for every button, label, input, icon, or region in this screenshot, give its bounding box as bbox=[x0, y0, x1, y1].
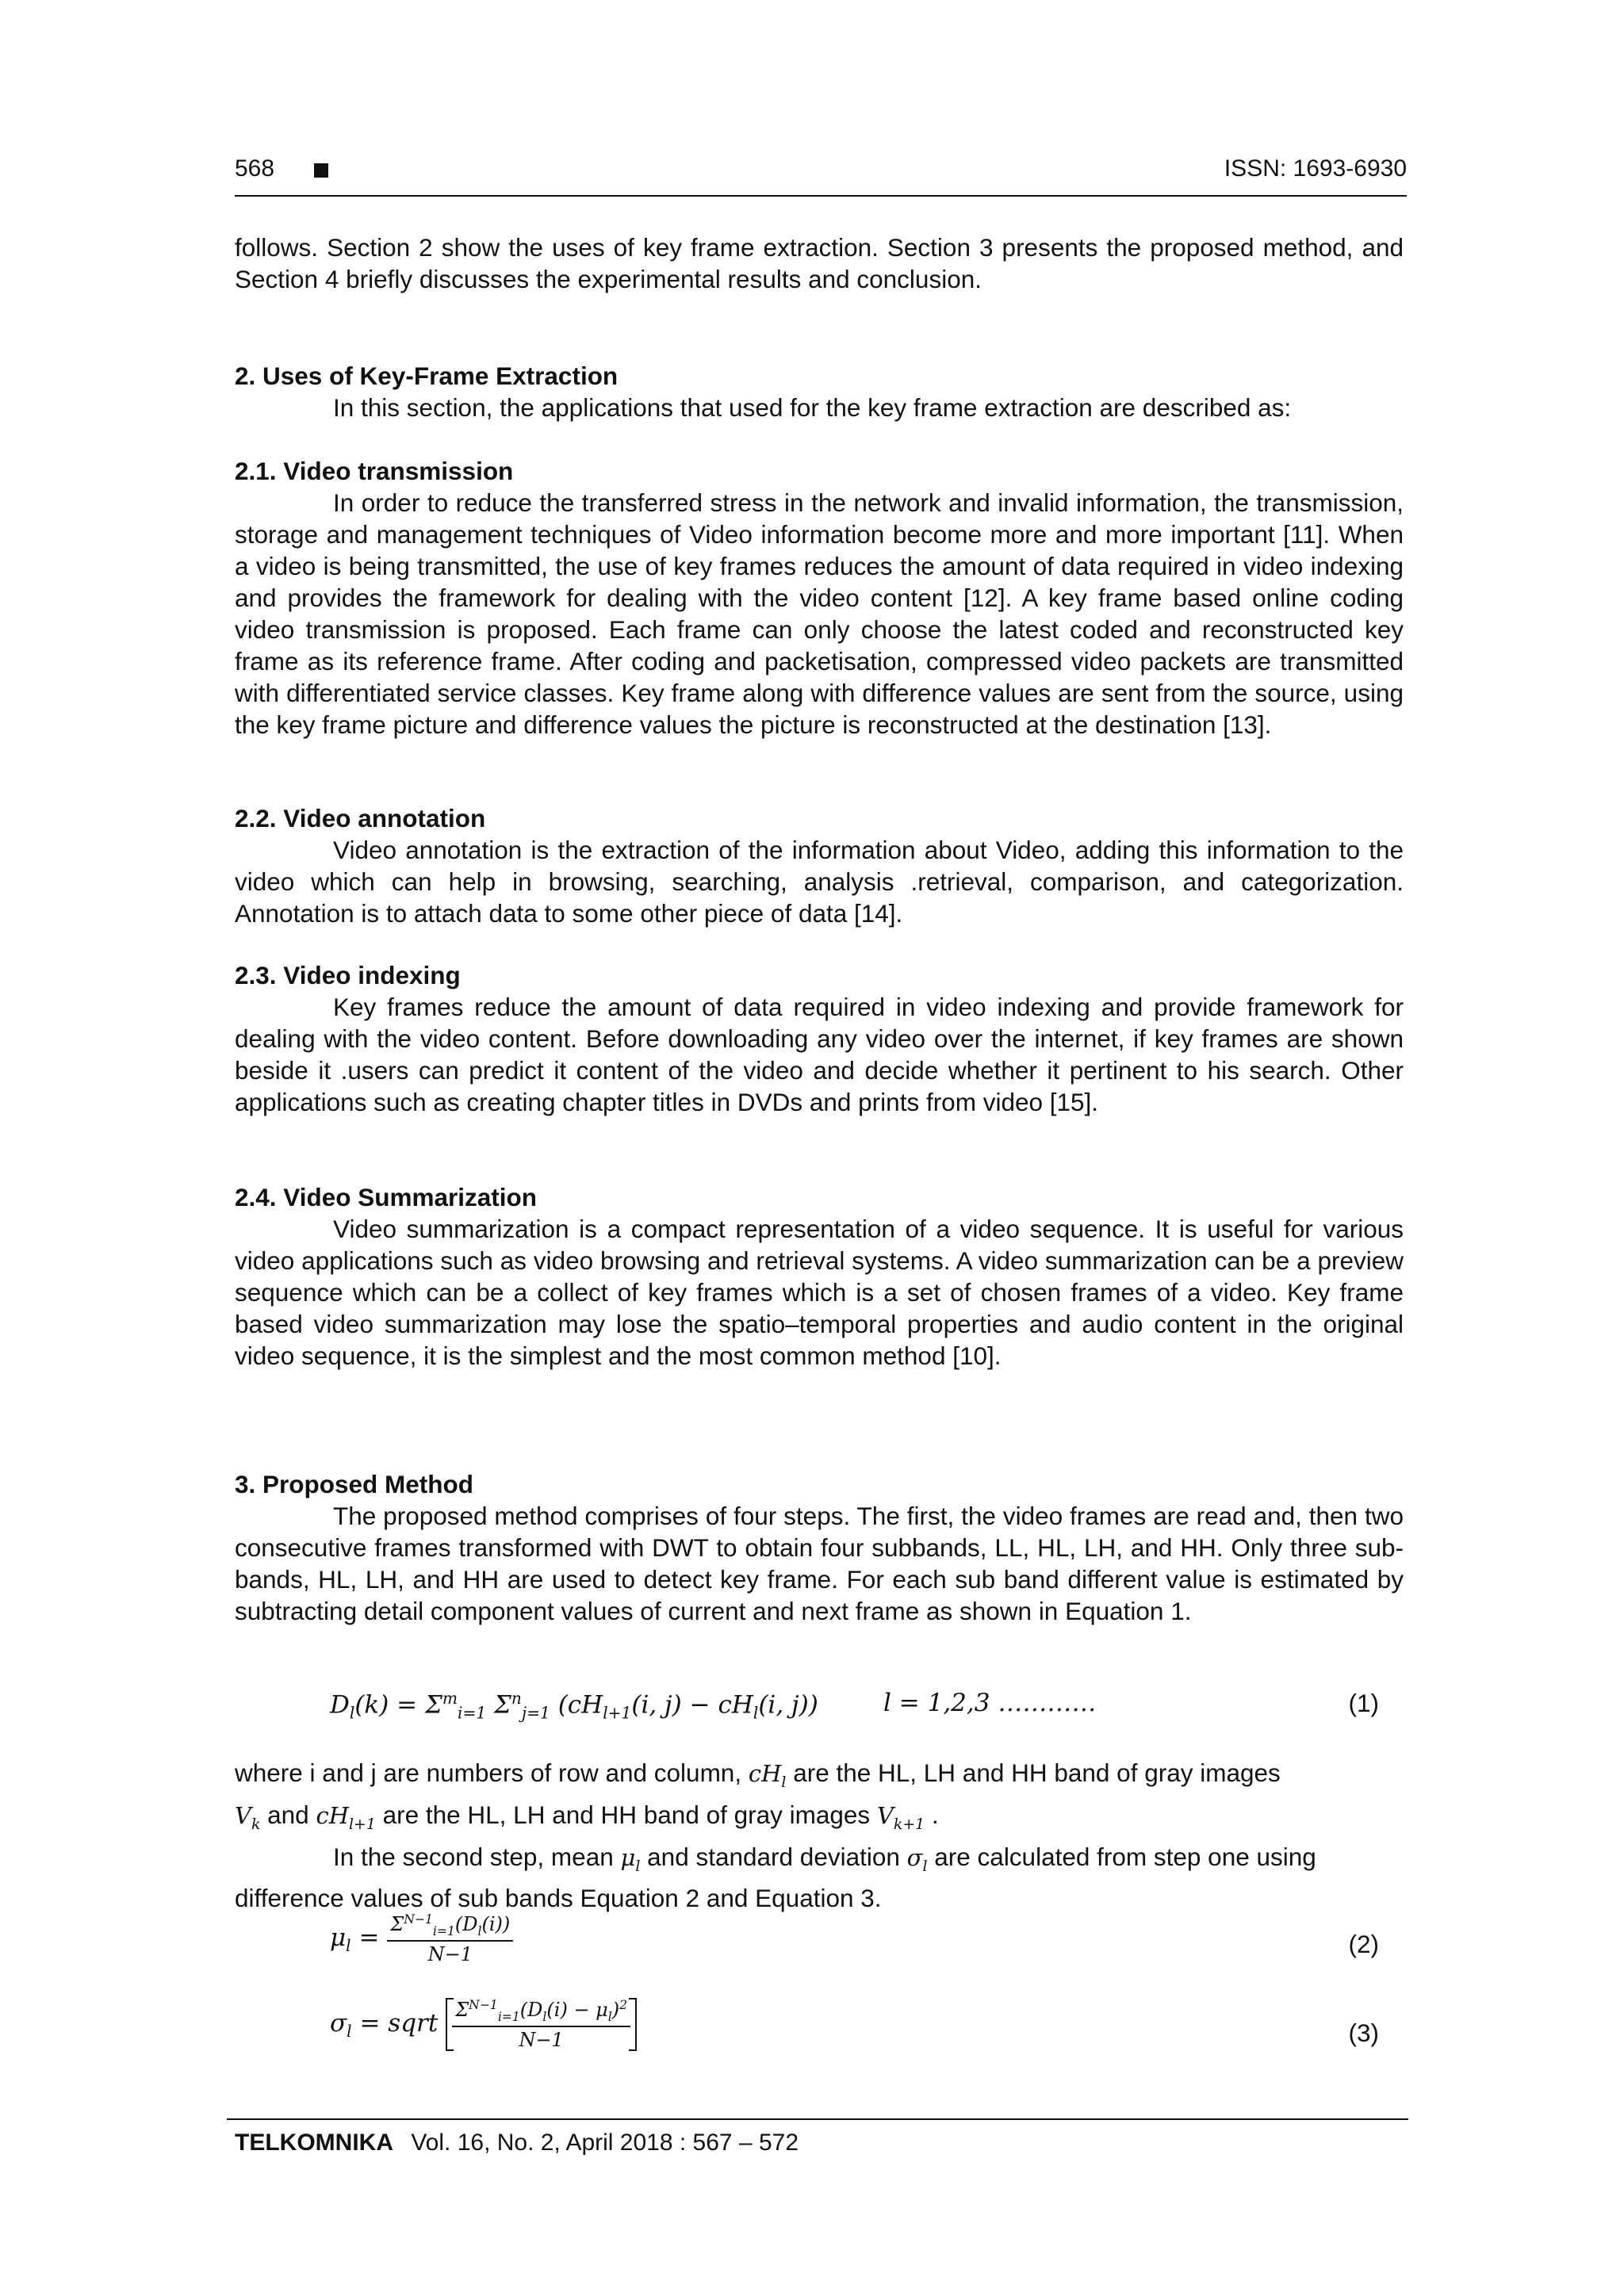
subsection-2-1 bbox=[235, 455, 1404, 740]
section-3-paragraph: The proposed method comprises of four steps. The first, the video frames are read and, then two consecutive frames transformed with DWT to obtain four subbands, LL, HL, LH, and HH. Only three sub-bands, HL, LH, and HH are used to detect key frame. For each sub band different value is estimated by subtracting detail component values of current and next frame as shown in Equation 1. bbox=[235, 1502, 1404, 1625]
intro-paragraph: follows. Section 2 show the uses of key frame extraction. Section 3 presents the proposed method, and Section 4 briefly discusses the experimental results and conclusion. bbox=[235, 233, 1404, 293]
symbol-mu: $\mu_l$ bbox=[620, 1843, 641, 1875]
symbol-cHl1: $cH_{l+1}$ bbox=[316, 1801, 376, 1833]
equation-1-formula: $D_l(k) = \Sigma^m_{i=1}$ $\Sigma^n_{j=1}$ ($cH_{l+1}(i$, $j) - cH_l(i$, j)) bbox=[330, 1689, 818, 1723]
symbol-cHl: $cH_l$ bbox=[748, 1760, 787, 1791]
symbol-Vk: $V_k$ bbox=[235, 1801, 261, 1833]
symbol-Vk1: $V_{k+1}$ bbox=[876, 1801, 925, 1833]
header-rule bbox=[235, 195, 1407, 197]
symbol-sigma: $\sigma_l$ bbox=[906, 1843, 928, 1875]
page-footer bbox=[235, 2130, 799, 2156]
subsection-text: In order to reduce the transferred stress in the network and invalid information, the transmission, storage and management techniques of Video information become more and more important [11]. When a video is being transmitted, the use of key frames reduces the amount of data required in video indexing and provides the framework for dealing with the video content [12]. A key frame based online coding video transmission is proposed. Each frame can only choose the latest coded and reconstructed key frame as its reference frame. After coding and packetisation, compressed video packets are transmitted with differentiated service classes. Key frame along with difference values are sent from the source, using the key frame picture and difference values the picture is reconstructed at the destination [13]. bbox=[235, 488, 1404, 739]
equation-1-range: l = 1,2,3 ………… bbox=[883, 1689, 1097, 1717]
equation-3-formula: $\sigma_l$ = sqrt $\frac{\Sigma^{N-1}_{i=1}(D_l(i) - \mu_l)^2}{N-1}$ bbox=[330, 1998, 637, 2051]
subsection-heading: 2.1. Video transmission bbox=[235, 457, 514, 485]
page-number: 568 bbox=[235, 155, 275, 182]
subsection-heading: 2.3. Video indexing bbox=[235, 961, 461, 989]
where-paragraph: where i and j are numbers of row and column, $cH_l$ are the HL, LH and HH band of gray images $V_k$ and $cH_{l+1}$ are the HL, LH and HH band of gray images $V_{k+1}$ . In the second step, mean $\mu_l$ and standard deviation $\sigma_l$ are calculated from step one using difference values of sub bands Equation 2 and Equation 3. bbox=[235, 1758, 1316, 1913]
journal-name: TELKOMNIKA bbox=[235, 2130, 393, 2156]
equation-3-number: (3) bbox=[1348, 2019, 1379, 2047]
section-2-heading: 2. Uses of Key-Frame Extraction bbox=[235, 362, 619, 390]
section-2-intro: In this section, the applications that used for the key frame extraction are described as: bbox=[333, 393, 1292, 422]
equation-2-number: (2) bbox=[1348, 1930, 1379, 1958]
subsection-2-2 bbox=[235, 802, 1404, 929]
header-square-icon bbox=[314, 163, 328, 178]
footer-rule bbox=[227, 2118, 1408, 2120]
section-2 bbox=[235, 360, 1404, 423]
subsection-text: Video annotation is the extraction of the information about Video, adding this information to the video which can help in browsing, searching, analysis .retrieval, comparison, and categorization. Annotation is to attach data to some other piece of data [14]. bbox=[235, 836, 1404, 928]
subsection-2-3 bbox=[235, 959, 1404, 1118]
equation-2-formula: $\mu_l$ = $\frac{\Sigma^{N-1}_{i=1}(D_l(i))}{N-1}$ bbox=[330, 1912, 513, 1965]
footer-citation: Vol. 16, No. 2, April 2018 : 567 – 572 bbox=[411, 2130, 799, 2156]
subsection-text: Video summarization is a compact representation of a video sequence. It is useful for various video applications such as video browsing and retrieval systems. A video summarization can be a preview sequence which can be a collect of key frames which is a set of chosen frames of a video. Key frame based video summarization may lose the spatio–temporal properties and audio content in the original video sequence, it is the simplest and the most common method [10]. bbox=[235, 1215, 1404, 1370]
subsection-heading: 2.4. Video Summarization bbox=[235, 1183, 538, 1211]
equation-3 bbox=[235, 1998, 1407, 2069]
issn: ISSN: 1693-6930 bbox=[1224, 155, 1407, 182]
subsection-text: Key frames reduce the amount of data required in video indexing and provide framework for dealing with the video content. Before downloading any video over the internet, if key frames are shown beside it .users can predict it content of the video and decide whether it pertinent to his search. Other applications such as creating chapter titles in DVDs and prints from video [15]. bbox=[235, 993, 1404, 1116]
section-3-heading: 3. Proposed Method bbox=[235, 1470, 474, 1498]
equation-1-number: (1) bbox=[1348, 1689, 1379, 1717]
section-3 bbox=[235, 1468, 1404, 1627]
equation-2 bbox=[235, 1912, 1407, 1976]
page-header bbox=[235, 155, 1407, 193]
subsection-2-4 bbox=[235, 1181, 1404, 1372]
equation-1 bbox=[235, 1689, 1407, 1724]
subsection-heading: 2.2. Video annotation bbox=[235, 804, 486, 832]
